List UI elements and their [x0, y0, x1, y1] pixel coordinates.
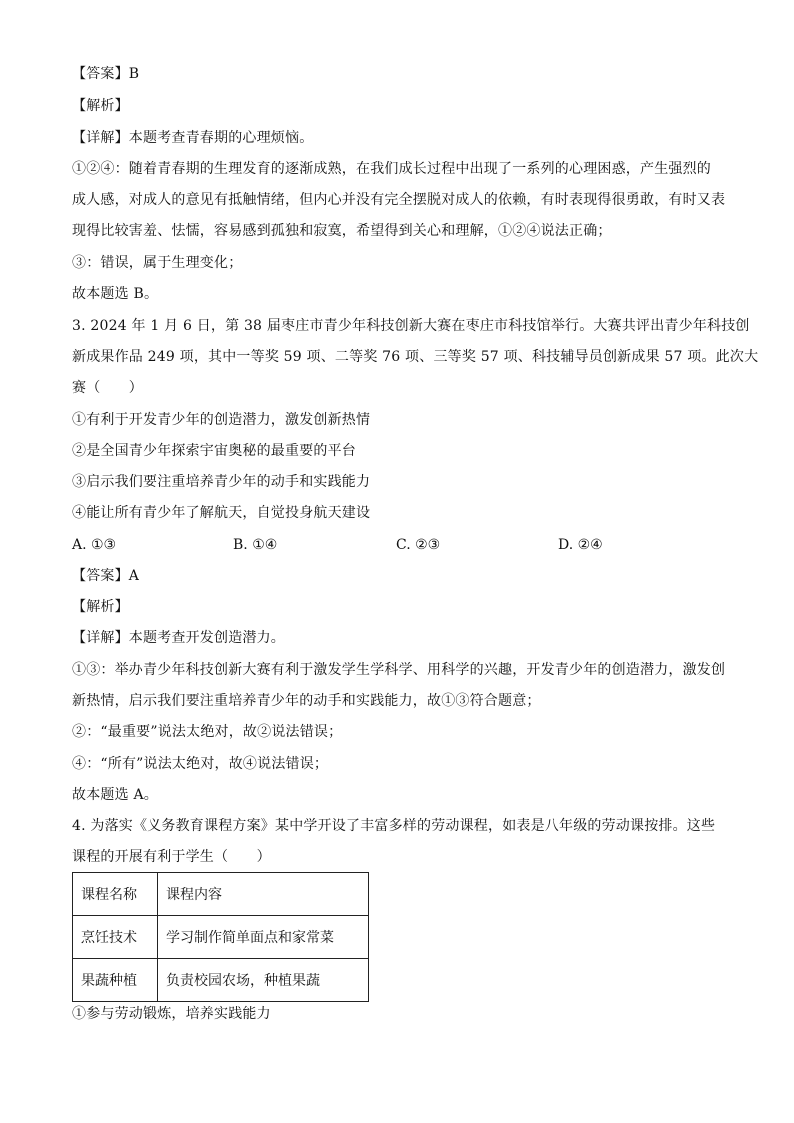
q2-analysis-label: 【解析】 [72, 98, 129, 114]
q3-statement-3: ③启示我们要注重培养青少年的动手和实践能力 [72, 474, 371, 490]
q3-conclusion: 故本题选 A。 [72, 787, 158, 803]
q3-statement-2: ②是全国青少年探索宇宙奥秘的最重要的平台 [72, 443, 356, 459]
q4-stem-line: 4. 为落实《义务教育课程方案》某中学开设了丰富多样的劳动课程，如表是八年级的劳动课按排。这些 [72, 818, 716, 834]
table-cell: 烹饪技术 [73, 916, 158, 959]
q3-paragraph-line: 新热情，启示我们要注重培养青少年的动手和实践能力，故①③符合题意； [72, 693, 541, 709]
q3-detail-text: 【详解】本题考查开发创造潜力。 [72, 630, 285, 646]
table-row [73, 916, 369, 959]
q3-option-c: C. ②③ [396, 537, 441, 553]
q2-paragraph-line: 现得比较害羞、怯懦，容易感到孤独和寂寞，希望得到关心和理解，①②④说法正确； [72, 223, 612, 239]
q3-option-a: A. ①③ [72, 537, 117, 553]
table-header-row [73, 873, 369, 916]
q3-answer-label: 【答案】A [72, 568, 140, 584]
labor-course-table [72, 872, 369, 1002]
table-header-cell: 课程名称 [73, 873, 158, 916]
table-header-cell: 课程内容 [158, 873, 369, 916]
q2-conclusion: 故本题选 B。 [72, 286, 159, 302]
q3-option-d: D. ②④ [558, 537, 603, 553]
q3-statement-4: ④能让所有青少年了解航天，自觉投身航天建设 [72, 505, 371, 521]
q2-paragraph-line: ③：错误，属于生理变化； [72, 255, 243, 271]
q3-stem-line: 3. 2024 年 1 月 6 日，第 38 届枣庄市青少年科技创新大赛在枣庄市科技馆举行。大赛共评出青少年科技创 [72, 318, 750, 334]
q3-paragraph-line: ②：“最重要”说法太绝对，故②说法错误； [72, 724, 343, 740]
q3-option-b: B. ①④ [233, 537, 278, 553]
q3-paragraph-line: ①③：举办青少年科技创新大赛有利于激发学生学科学、用科学的兴趣，开发青少年的创造潜力，激发创 [72, 662, 726, 678]
q2-detail-text: 【详解】本题考查青春期的心理烦恼。 [72, 130, 314, 146]
q3-paragraph-line: ④：“所有”说法太绝对，故④说法错误； [72, 756, 329, 772]
q3-analysis-label: 【解析】 [72, 599, 129, 615]
q3-statement-1: ①有利于开发青少年的创造潜力，激发创新热情 [72, 412, 371, 428]
table-row [73, 959, 369, 1002]
table-cell: 果蔬种植 [73, 959, 158, 1002]
q3-stem-line: 新成果作品 249 项，其中一等奖 59 项、二等奖 76 项、三等奖 57 项、科技辅导员创新成果 57 项。此次大 [72, 349, 759, 365]
table-cell: 学习制作简单面点和家常菜 [158, 916, 369, 959]
q2-answer-label: 【答案】B [72, 66, 140, 82]
q2-paragraph-line: ①②④：随着青春期的生理发育的逐渐成熟，在我们成长过程中出现了一系列的心理困惑，产生强烈的 [72, 161, 711, 177]
q3-stem-line: 赛（ ） [72, 380, 143, 396]
q4-stem-line: 课程的开展有利于学生（ ） [72, 849, 271, 865]
q4-statement-1: ①参与劳动锻炼，培养实践能力 [72, 1006, 271, 1022]
table-cell: 负责校园农场，种植果蔬 [158, 959, 369, 1002]
q2-paragraph-line: 成人感，对成人的意见有抵触情绪，但内心并没有完全摆脱对成人的依赖，有时表现得很勇敢，有时又表 [72, 192, 726, 208]
